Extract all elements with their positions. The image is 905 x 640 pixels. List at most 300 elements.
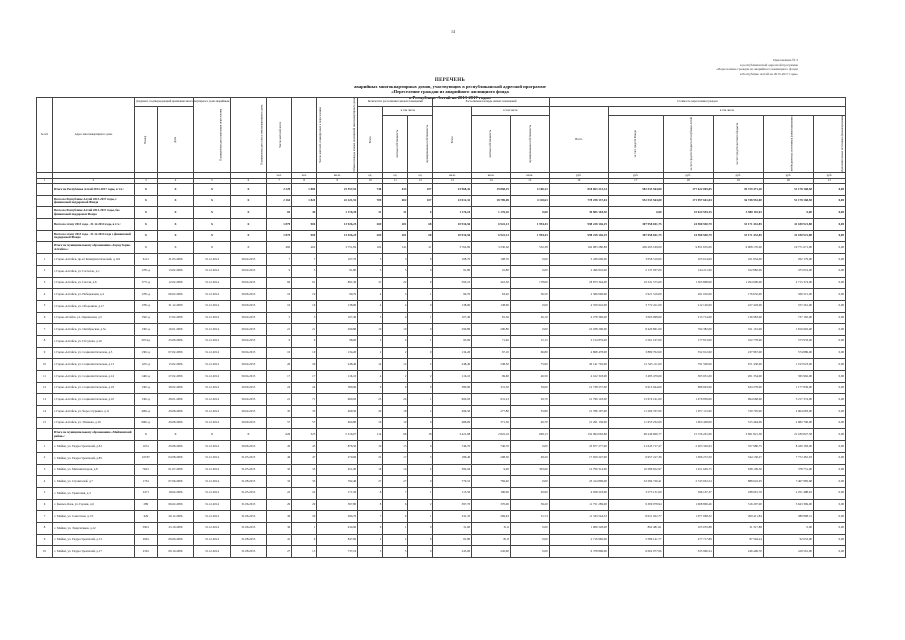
- header-address: Адрес многоквартирного дома: [52, 98, 134, 173]
- table-row: [37, 499, 846, 511]
- table-cell: 370,00: [472, 499, 511, 511]
- table-cell: 15: [37, 417, 53, 429]
- table-cell: 464,80: [317, 417, 358, 429]
- table-cell: 595,10: [433, 277, 472, 289]
- table-cell: 1 869: [292, 184, 317, 196]
- table-cell: 0,00: [813, 522, 845, 534]
- unit-cell: ед.: [383, 173, 408, 179]
- address-cell: с. Майма, ул. Гидростроителей, д.85: [52, 452, 134, 464]
- table-cell: 0,00: [813, 265, 845, 277]
- table-cell: 0: [408, 207, 433, 219]
- table-cell: 352 912,00: [663, 347, 713, 359]
- table-cell: 136 983,00: [713, 312, 763, 324]
- table-row: [37, 417, 846, 429]
- table-cell: X: [194, 429, 230, 441]
- table-cell: 6061-р: [134, 417, 157, 429]
- column-number-cell: 16: [549, 179, 608, 184]
- table-cell: 31.05.2006: [157, 254, 193, 266]
- table-cell: 237 867,00: [713, 347, 763, 359]
- table-cell: 21: [267, 324, 292, 336]
- table-cell: 31.12.2014: [194, 546, 230, 558]
- table-cell: 9: [383, 382, 408, 394]
- table-cell: 11 334 544,53: [549, 511, 608, 523]
- table-cell: 31.12.2014: [194, 382, 230, 394]
- table-cell: 746,70: [433, 441, 472, 453]
- housing-register-table: [36, 94, 846, 558]
- table-cell: 41 180 921,88: [763, 230, 813, 242]
- table-cell: 6: [292, 534, 317, 546]
- table-cell: 1 177 839,00: [763, 382, 813, 394]
- table-cell: 1 879: [267, 230, 292, 242]
- table-cell: 290,80: [317, 324, 358, 336]
- table-cell: 19: [358, 441, 383, 453]
- unit-cell: руб.: [549, 173, 608, 179]
- table-cell: 671 430,00: [713, 359, 763, 371]
- table-cell: 4: [358, 300, 383, 312]
- table-cell: 3 573 131,00: [608, 487, 663, 499]
- table-cell: 31,6: [472, 522, 511, 534]
- table-row: [37, 546, 846, 558]
- table-cell: 371,30: [472, 417, 511, 429]
- table-cell: 0,00: [813, 184, 845, 196]
- table-cell: 12.02.2006: [157, 277, 193, 289]
- table-cell: 1: [408, 487, 433, 499]
- table-cell: 582 533 564,00: [608, 184, 663, 196]
- table-cell: 33 171 432,85: [713, 230, 763, 242]
- table-cell: 557 261,00: [763, 300, 813, 312]
- header-cost-extra: внебюджетных источников финансирования: [763, 116, 813, 173]
- table-cell: 378 751,00: [763, 464, 813, 476]
- table-cell: 36 748 952,00: [713, 195, 763, 207]
- column-number-cell: 20: [763, 179, 813, 184]
- table-cell: 994 668,00: [713, 394, 763, 406]
- table-cell: 15: [292, 546, 317, 558]
- table-cell: 31.12.2014: [194, 441, 230, 453]
- table-cell: 31.12.2014: [194, 254, 230, 266]
- table-cell: 6 378 896,00: [549, 546, 608, 558]
- table-cell: 1: [408, 289, 433, 301]
- table-cell: 31.12.2014: [194, 499, 230, 511]
- table-cell: 0: [408, 265, 433, 277]
- table-cell: 68: [408, 230, 433, 242]
- table-cell: 365 962,00: [763, 371, 813, 383]
- table-cell: 33: [292, 476, 317, 488]
- table-cell: 31.12.2009: [157, 300, 193, 312]
- table-cell: 791 590,00: [663, 359, 713, 371]
- address-cell: Всего по этапу 2013 года - 31.12.2014 года, в т.ч.:: [52, 219, 134, 231]
- table-cell: 0: [408, 347, 433, 359]
- table-cell: 138,00: [433, 300, 472, 312]
- table-cell: 15 291 136,00: [549, 417, 608, 429]
- table-cell: 6 922,13: [472, 219, 511, 231]
- table-cell: 9 851 635,00: [663, 242, 713, 254]
- table-cell: 45: [292, 441, 317, 453]
- table-cell: 47: [292, 452, 317, 464]
- table-cell: 782,40: [472, 476, 511, 488]
- table-cell: 11 569 767,00: [608, 406, 663, 418]
- table-cell: 7: [292, 254, 317, 266]
- table-cell: 269 411,84: [713, 511, 763, 523]
- table-cell: 1 006 528,00: [549, 522, 608, 534]
- table-cell: 0: [408, 522, 433, 534]
- table-cell: 2 964 683,00: [763, 406, 813, 418]
- table-cell: 3 154 879,00: [549, 335, 608, 347]
- table-cell: 3 230,62: [472, 242, 511, 254]
- table-cell: 51 178 168,58: [763, 184, 813, 196]
- table-cell: 13 926,25: [317, 230, 358, 242]
- table-cell: 31.12.2014: [194, 371, 230, 383]
- table-cell: 39,20: [510, 499, 549, 511]
- address-cell: с. Майма, ул. Гидростроителей, д.13: [52, 534, 134, 546]
- table-cell: [37, 207, 53, 219]
- table-cell: 31.05.2015: [230, 487, 266, 499]
- table-row: [37, 324, 846, 336]
- table-cell: 0,00: [813, 254, 845, 266]
- table-cell: 3: [383, 254, 408, 266]
- table-cell: 29.08.2006: [157, 417, 193, 429]
- table-cell: 0,00: [813, 371, 845, 383]
- table-cell: 4 559 916,00: [549, 300, 608, 312]
- column-number-cell: 8: [292, 179, 317, 184]
- table-cell: 32 584 726,41: [608, 476, 663, 488]
- table-cell: [37, 184, 53, 196]
- table-cell: 46: [267, 452, 292, 464]
- table-cell: 2: [408, 406, 433, 418]
- table-cell: 29.12.2006: [157, 511, 193, 523]
- table-cell: 25: [358, 394, 383, 406]
- table-cell: 2361: [134, 546, 157, 558]
- table-cell: 1301-р: [134, 347, 157, 359]
- table-cell: 2 082 796,00: [763, 417, 813, 429]
- table-cell: 10: [267, 289, 292, 301]
- table-cell: 5: [292, 312, 317, 324]
- table-cell: 30.04.2015: [230, 277, 266, 289]
- table-cell: 31.12.2014: [194, 300, 230, 312]
- column-number-cell: 5: [194, 179, 230, 184]
- table-cell: 9,00: [472, 464, 511, 476]
- table-cell: 629: [267, 429, 292, 441]
- table-cell: 0,00: [813, 429, 845, 441]
- table-cell: 2 251 488,63: [763, 487, 813, 499]
- table-cell: 107: [408, 195, 433, 207]
- table-cell: 213 714,00: [663, 312, 713, 324]
- table-cell: 0,00: [813, 324, 845, 336]
- table-cell: 269: [358, 230, 383, 242]
- table-cell: 1 063 428,00: [663, 417, 713, 429]
- table-cell: 8 430 183,00: [763, 441, 813, 453]
- table-cell: 573 933,00: [763, 335, 813, 347]
- table-cell: 81,30: [472, 312, 511, 324]
- table-cell: 0,00: [510, 254, 549, 266]
- table-cell: 7 467 985,68: [763, 476, 813, 488]
- table-cell: 26,70: [510, 417, 549, 429]
- table-cell: 107,70: [317, 254, 358, 266]
- table-cell: 99,70: [317, 289, 358, 301]
- table-cell: 10 586 652,97: [608, 464, 663, 476]
- unit-cell: кв.м.: [510, 173, 549, 179]
- table-cell: 1 176,10: [472, 207, 511, 219]
- table-cell: 35: [267, 406, 292, 418]
- table-row: [37, 441, 846, 453]
- table-cell: 904: [292, 230, 317, 242]
- table-cell: 24: [267, 382, 292, 394]
- table-cell: 108,70: [433, 254, 472, 266]
- table-cell: 178,60: [510, 277, 549, 289]
- table-cell: 2: [408, 359, 433, 371]
- table-cell: 30.04.2015: [230, 347, 266, 359]
- table-cell: X: [194, 184, 230, 196]
- table-cell: 931,23: [472, 394, 511, 406]
- table-cell: 8: [358, 487, 383, 499]
- table-cell: 1781-р: [134, 265, 157, 277]
- table-cell: 2 164: [267, 195, 292, 207]
- header-area-total: Всего: [433, 107, 472, 173]
- table-cell: 10: [292, 347, 317, 359]
- address-cell: г. Горно-Алтайск, ул. Октябрьская, д.5а: [52, 324, 134, 336]
- table-cell: 5 316,07: [317, 429, 358, 441]
- table-cell: 382,04: [433, 464, 472, 476]
- table-cell: 9 613 044,00: [608, 382, 663, 394]
- unit-cell: чел.: [267, 173, 292, 179]
- table-cell: 315 464,00: [713, 417, 763, 429]
- table-cell: 09.06.2006: [157, 534, 193, 546]
- table-cell: 31.06.2015: [230, 511, 266, 523]
- table-cell: X: [157, 242, 193, 254]
- table-cell: 55,80: [510, 406, 549, 418]
- table-cell: 35: [267, 464, 292, 476]
- table-cell: X: [157, 219, 193, 231]
- table-cell: X: [157, 195, 193, 207]
- table-cell: 0,00: [510, 324, 549, 336]
- table-cell: 1781-р: [134, 289, 157, 301]
- table-cell: 30.09.2015: [230, 300, 266, 312]
- table-cell: 5: [267, 312, 292, 324]
- table-cell: 499,50: [433, 406, 472, 418]
- column-number-cell: 21: [813, 179, 845, 184]
- unit-cell: чел.: [292, 173, 317, 179]
- header-planned-relocation: Планируемая дата окончания переселения: [194, 98, 230, 173]
- table-row: [37, 300, 846, 312]
- table-cell: 1 816 902,00: [763, 324, 813, 336]
- unit-cell: кв.м.: [472, 173, 511, 179]
- table-cell: 4 100,23: [510, 184, 549, 196]
- table-cell: 847,60: [317, 534, 358, 546]
- table-cell: 31: [358, 207, 383, 219]
- table-cell: 0,00: [608, 207, 663, 219]
- table-cell: 1 193 023,00: [763, 359, 813, 371]
- table-cell: 30.04.2015: [230, 254, 266, 266]
- table-cell: 2: [383, 534, 408, 546]
- table-cell: 456 295 169,09: [608, 242, 663, 254]
- table-cell: 152 094 092,86: [549, 429, 608, 441]
- table-cell: 87 594,24: [713, 534, 763, 546]
- table-cell: 10: [37, 359, 53, 371]
- header-rooms-total: Всего: [358, 107, 383, 173]
- table-cell: 0,00: [510, 476, 549, 488]
- header-area-private: частная собственность: [472, 116, 511, 173]
- table-cell: X: [157, 184, 193, 196]
- header-private: частная собственность: [383, 116, 408, 173]
- table-cell: 45: [292, 207, 317, 219]
- header-num: № п/п: [37, 98, 53, 173]
- table-row: [37, 406, 846, 418]
- table-row: [37, 452, 846, 464]
- table-cell: 48,20: [510, 452, 549, 464]
- table-cell: 2: [408, 499, 433, 511]
- table-cell: 6: [292, 335, 317, 347]
- table-cell: 31.12.2014: [194, 452, 230, 464]
- table-row: [37, 265, 846, 277]
- table-cell: 0,00: [813, 534, 845, 546]
- table-cell: 171 997 661,04: [663, 195, 713, 207]
- table-cell: 6: [383, 499, 408, 511]
- address-cell: Итого по муниципальному образованию «Город Горно-Алтайск»:: [52, 242, 134, 254]
- table-cell: 23.10.2006: [157, 522, 193, 534]
- table-cell: 21 799 103,00: [549, 394, 608, 406]
- table-cell: 0,00: [813, 359, 845, 371]
- address-cell: с. Майма, ул. Строителей, д.7: [52, 476, 134, 488]
- table-cell: 93,00: [433, 335, 472, 347]
- column-number-cell: 12: [408, 179, 433, 184]
- table-cell: 29: [267, 499, 292, 511]
- table-cell: 9: [37, 534, 53, 546]
- table-cell: 7: [267, 254, 292, 266]
- table-cell: 1 068 806,46: [663, 499, 713, 511]
- table-cell: X: [194, 230, 230, 242]
- header-area-in-ownership: в том числе: [472, 107, 549, 116]
- table-cell: 31.12.2014: [194, 394, 230, 406]
- table-cell: 22: [383, 277, 408, 289]
- unit-cell: руб.: [663, 173, 713, 179]
- table-row: [37, 487, 846, 499]
- table-cell: 9 309 078,94: [608, 499, 663, 511]
- address-cell: г. Горно-Алтайск, ул. Социалистическая, д.18: [52, 382, 134, 394]
- table-cell: 36: [267, 511, 292, 523]
- address-cell: с. Кызыл-Озек, ул. Горная, д.6: [52, 499, 134, 511]
- address-cell: г. Горно-Алтайск, ул. Гастелло, д.1: [52, 265, 134, 277]
- table-cell: 0,00: [813, 230, 845, 242]
- table-cell: 30.04.2015: [230, 312, 266, 324]
- table-cell: 4091-р: [134, 406, 157, 418]
- table-cell: 10 916,56: [433, 219, 472, 231]
- table-cell: X: [134, 242, 157, 254]
- table-cell: 246 406,70: [713, 546, 763, 558]
- table-cell: 1 994,43: [510, 219, 549, 231]
- table-cell: 325 990,24: [663, 546, 713, 558]
- table-cell: 10: [37, 546, 53, 558]
- table-cell: 57: [267, 417, 292, 429]
- table-cell: 107: [408, 184, 433, 196]
- table-cell: 3 217 374,00: [763, 394, 813, 406]
- table-cell: 2 566 096,00: [549, 289, 608, 301]
- table-cell: 24: [292, 382, 317, 394]
- address-cell: г. Горно-Алтайск, ул. Социалистическая, д.13: [52, 359, 134, 371]
- table-cell: 31.12.2014: [194, 347, 230, 359]
- table-cell: 0: [408, 476, 433, 488]
- table-cell: 12 345 111,00: [608, 359, 663, 371]
- table-cell: 1301-р: [134, 394, 157, 406]
- table-cell: 3 880 702,00: [608, 347, 663, 359]
- table-cell: X: [230, 230, 266, 242]
- table-cell: 277 717,89: [663, 534, 713, 546]
- table-cell: 113,56: [433, 487, 472, 499]
- table-cell: 0,00: [813, 219, 845, 231]
- table-cell: 737,19: [317, 546, 358, 558]
- table-cell: 1 077 068,32: [663, 511, 713, 523]
- table-row: [37, 382, 846, 394]
- unit-cell: ед.: [358, 173, 383, 179]
- table-cell: 98,90: [317, 335, 358, 347]
- table-cell: 29: [292, 359, 317, 371]
- table-cell: 27: [383, 476, 408, 488]
- address-cell: Итого по Республике Алтай 2013-2017 годы, в т.ч.:: [52, 184, 134, 196]
- table-cell: 1: [37, 441, 53, 453]
- table-cell: 0: [408, 417, 433, 429]
- table-cell: 31.12.2014: [194, 464, 230, 476]
- table-cell: 21 180 827,58: [763, 429, 813, 441]
- table-cell: 31.06.2015: [230, 499, 266, 511]
- table-cell: 0: [408, 254, 433, 266]
- table-cell: 6 957 417,36: [608, 452, 663, 464]
- group-total-row: [37, 242, 846, 254]
- table-cell: 532,38: [510, 242, 549, 254]
- table-cell: 31.06.2015: [230, 522, 266, 534]
- appendix-line: Приложение № 3: [773, 58, 798, 62]
- table-cell: 12 738 237,00: [549, 382, 608, 394]
- table-cell: 16.01.2006: [157, 324, 193, 336]
- table-cell: 69,60: [472, 371, 511, 383]
- table-cell: 1301-р: [134, 382, 157, 394]
- total-row: [37, 184, 846, 196]
- table-cell: 18.04.2006: [157, 487, 193, 499]
- table-cell: 5: [383, 546, 408, 558]
- table-cell: 862 481,61: [608, 522, 663, 534]
- table-cell: 10: [383, 417, 408, 429]
- table-cell: 21: [408, 242, 433, 254]
- table-cell: 5974-р: [134, 335, 157, 347]
- table-cell: 2471: [134, 487, 157, 499]
- table-cell: 2 589 141,77: [608, 534, 663, 546]
- table-cell: 91,80: [317, 265, 358, 277]
- table-cell: 3 483 479,00: [608, 371, 663, 383]
- table-cell: 245,00: [472, 546, 511, 558]
- table-cell: 06.02.2006: [157, 289, 193, 301]
- table-cell: 45: [267, 441, 292, 453]
- table-cell: 10 916,56: [433, 230, 472, 242]
- appendix-line: в Республике Алтай на 2013-2017 годы»: [739, 71, 798, 76]
- table-cell: 15 786 197,00: [549, 406, 608, 418]
- address-cell: г. Горно-Алтайск, ул. П.Сухова, д.10: [52, 335, 134, 347]
- table-cell: 9: [267, 335, 292, 347]
- table-cell: 998 228 146,19: [549, 219, 608, 231]
- table-cell: 9: [358, 382, 383, 394]
- table-cell: 429: [134, 511, 157, 523]
- table-cell: 24: [383, 394, 408, 406]
- table-cell: 1761: [134, 476, 157, 488]
- table-cell: 4: [37, 289, 53, 301]
- table-cell: 188 691,79: [713, 487, 763, 499]
- table-cell: 633: [383, 184, 408, 196]
- table-cell: 29: [267, 359, 292, 371]
- table-cell: 19 771 671,00: [763, 242, 813, 254]
- header-residents-planned: Число жителей, планируемых к переселению: [292, 98, 317, 173]
- table-cell: 290,80: [472, 324, 511, 336]
- table-cell: 876,50: [317, 441, 358, 453]
- header-doc-group: Документ, подтверждающий признание многоквартирного дома аварийным: [134, 98, 193, 107]
- table-cell: 3 772 411,00: [608, 300, 663, 312]
- table-cell: 2/0/67: [134, 452, 157, 464]
- table-cell: 57: [292, 417, 317, 429]
